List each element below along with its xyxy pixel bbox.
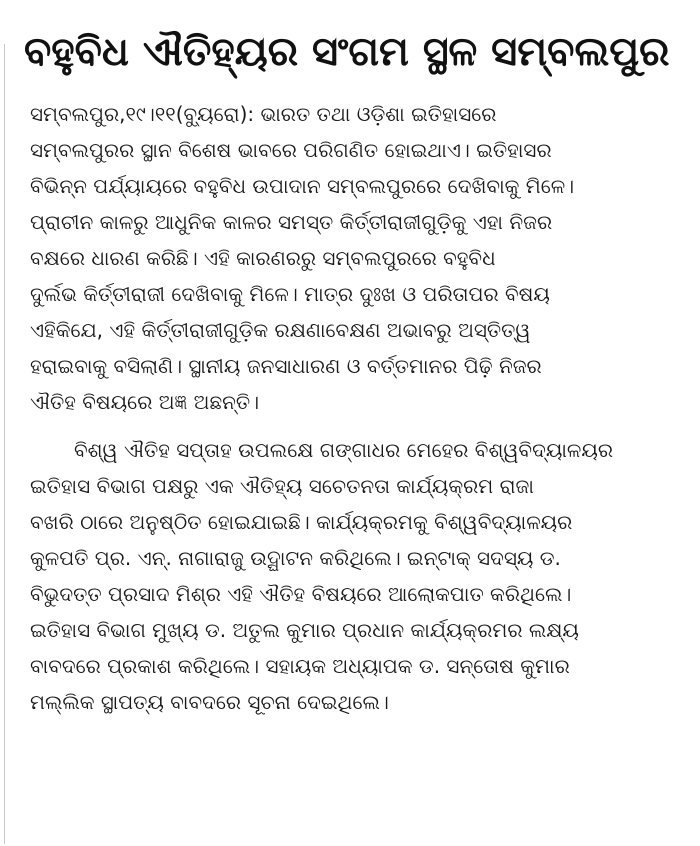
- text-line: ବିଶ୍ୱ ଐତିହ ସପ୍ତାହ ଉପଲକ୍ଷେ ଗଙ୍ଗାଧର ମେହେର ବିଶ୍ୱବିଦ୍ୟାଳୟର: [74, 438, 613, 462]
- text-line: ହରାଇବାକୁ ବସିଲାଣି। ସ୍ଥାନୀୟ ଜନସାଧାରଣ ଓ ବର୍ତ୍ତମାନର ପିଢ଼ି ନିଜର: [30, 354, 542, 378]
- text-line: ଦୁର୍ଲଭ କିର୍ତ୍ତୀରାଜୀ ଦେଖିବାକୁ ମିଳେ। ମାତ୍ର ଦୁଃଖ ଓ ପରିତାପର ବିଷୟ: [30, 282, 550, 306]
- text-line: କୁଳପତି ପ୍ର. ଏନ୍. ନାଗାରାଜୁ ଉଦ୍ଘାଟନ କରିଥିଲେ। ଇନ୍ଟାକ୍ ସଦସ୍ୟ ଡ.: [30, 546, 561, 570]
- text-line: ବାବଦରେ ପ୍ରକାଶ କରିଥିଲେ। ସହାୟକ ଅଧ୍ୟାପକ ଡ. ସନ୍ତୋଷ କୁମାର: [30, 654, 570, 678]
- paragraph-2: [30, 432, 680, 720]
- text-line: ଇତିହାସ ବିଭାଗ ପକ୍ଷରୁ ଏକ ଐତିହ୍ୟ ସଚେତନତା କାର୍ଯ୍ୟକ୍ରମ ରାଜା: [30, 474, 534, 498]
- text-line: ବିଭିନ୍ନ ପର୍ଯ୍ୟାୟରେ ବହୁବିଧ ଉପାଦାନ ସମ୍ବଲପୁରରେ ଦେଖିବାକୁ ମିଳେ।: [30, 174, 575, 198]
- text-line: ବକ୍ଷରେ ଧାରଣ କରିଛି। ଏହି କାରଣରରୁ ସମ୍ବଲପୁରରେ ବହୁବିଧ: [30, 246, 496, 270]
- text-line: ସମ୍ବଲପୁରର ସ୍ଥାନ ବିଶେଷ ଭାବରେ ପରିଗଣିତ ହୋଇଥାଏ। ଇତିହାସର: [30, 138, 552, 162]
- text-line: ଐତିହ ବିଷୟରେ ଅଜ୍ଞ ଅଛନ୍ତି।: [30, 390, 260, 414]
- text-line: ସମ୍ବଲପୁର,୧୯।୧୧(ବ୍ୟୁରୋ): ଭାରତ ତଥା ଓଡ଼ିଶା ଇତିହାସରେ: [30, 102, 497, 126]
- article-body: [30, 96, 680, 720]
- text-line: ଇତିହାସ ବିଭାଗ ମୁଖ୍ୟ ଡ. ଅତୁଲ କୁମାର ପ୍ରଧାନ କାର୍ଯ୍ୟକ୍ରମର ଲକ୍ଷ୍ୟ: [30, 618, 579, 642]
- column-rule: [4, 44, 5, 844]
- text-line: ବିଭୁଦତ୍ତ ପ୍ରସାଦ ମିଶ୍ର ଏହି ଐତିହ ବିଷୟରେ ଆଲୋକପାତ କରିଥିଲେ।: [30, 582, 572, 606]
- text-line: ବଖରି ଠାରେ ଅନୁଷ୍ଠିତ ହୋଇଯାଇଛି। କାର୍ଯ୍ୟକ୍ରମକୁ ବିଶ୍ୱବିଦ୍ୟାଳୟର: [30, 510, 573, 534]
- text-line: ପ୍ରାଚୀନ କାଳରୁ ଆଧୁନିକ କାଳର ସମସ୍ତ କିର୍ତ୍ତୀରାଜୀଗୁଡ଼ିକୁ ଏହା ନିଜର: [30, 210, 553, 234]
- text-line: ମଲ୍ଲିକ ସ୍ଥାପତ୍ୟ ବାବଦରେ ସୂଚନା ଦେଇଥିଲେ।: [30, 690, 389, 714]
- text-line: ଏହିକିଯେ, ଏହି କିର୍ତ୍ତୀରାଜୀଗୁଡ଼ିକ ରକ୍ଷଣାବେକ୍ଷଣ ଅଭାବରୁ ଅସ୍ତିତ୍ୱ: [30, 318, 531, 342]
- paragraph-1: [30, 96, 680, 420]
- paragraph-spacer: [30, 420, 680, 432]
- headline: ବହୁବିଧ ଐତିହ୍ୟର ସଂଗମ ସ୍ଥଳ ସମ୍ବଲପୁର: [24, 29, 670, 75]
